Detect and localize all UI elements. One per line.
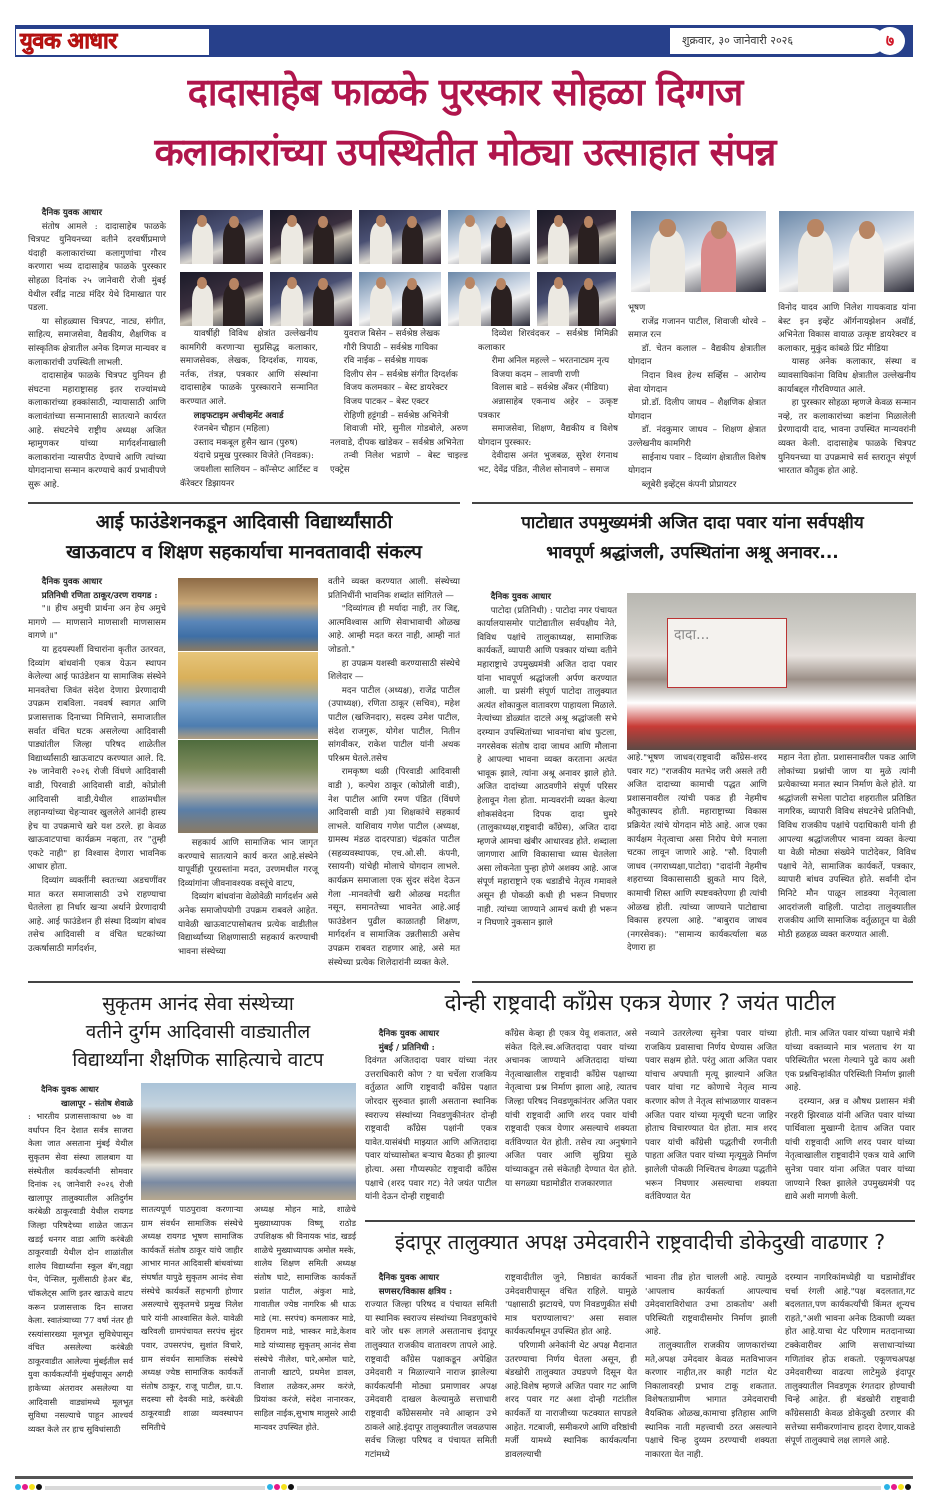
award-winner: प्रो.डॉ. दिलीप जाधव – शैक्षणिक क्षेत्रात योगदान	[628, 398, 766, 422]
aai-col-2	[178, 837, 318, 959]
registration-marks	[15, 1484, 913, 1492]
paragraph: दादासाहेब फाळके चित्रपट युनियन ही संघटना महाराष्ट्रासह इतर राज्यांमध्ये कलाकारांच्या हक्कांसाठी, न्यायासाठी आणि कलावंतांच्या सन्मानासाठी सातत्याने कार्यरत आहे. संघटनेचे राष्ट्रीय अध्यक्ष अजित म्हामुणकर यांच्या मार्गदर्शनाखाली कलाकारांना न्यासपीठ देण्याचे आणि त्यांच्या योगदानाचा सन्मान करण्याचे कार्य प्रभावीपणे सुरू आहे.	[28, 371, 166, 490]
paragraph: या सोहळ्यास चित्रपट, नाट्य, संगीत, साहित्य, समाजसेवा, वैद्यकीय, शैक्षणिक व सांस्कृतिक क्षेत्रातील अनेक दिग्गज मान्यवर व कलाकारांची उपस्थिती लाभली.	[28, 316, 166, 368]
section-divider	[472, 502, 913, 504]
lead-col-3	[330, 328, 468, 478]
paragraph: वतीने व्यक्त करण्यात आली. संस्थेच्या प्रतिनिधींनी भावनिक शब्दांत सांगितले —	[328, 577, 460, 601]
award-winner: समाजसेवा, शिक्षण, वैद्यकीय व विशेष योगदान पुरस्कार:	[478, 424, 618, 448]
award-winner: निदान विश्व हेल्थ सर्व्हिस – आरोग्य सेवा योगदान	[628, 370, 766, 395]
indapur-col-3	[645, 1272, 777, 1462]
school-photo	[178, 740, 318, 833]
aai-headline-line2: खाऊवाटप व शिक्षण सहकार्याचा मानवतावादी संकल्प	[66, 542, 422, 563]
dateline: दैनिक युवक आधार	[41, 208, 103, 218]
page-number: ७	[875, 27, 905, 55]
award-winner: विलास बाडे – सर्वश्रेष्ठ अँकर (मीडिया)	[491, 383, 609, 394]
indapur-headline: इंदापूर तालुक्यात अपक्ष उमेदवारीने राष्ट्रवादीची डोकेदुखी वाढणार ?	[394, 1230, 886, 1254]
award-photo	[359, 272, 441, 326]
tribute-rally-photo	[627, 593, 916, 750]
ncp-headline: दोन्ही राष्ट्रवादी काँग्रेस एकत्र येणार ? जयंत पाटील	[444, 991, 836, 1016]
paragraph: दरम्यान, अन्न व औषध प्रशासन मंत्री नरहरी झिरवाळ यांनी अजित पवार यांच्या पार्थिवाला मुखाग्नी देताच अजित पवार यांची राष्ट्रवादी आणि शरद पवार यांच्या नेतृत्वाखालील राष्ट्रवादीने एकत्र यावे आणि सुनेत्रा पवार यांना अजित पवार यांच्या जाण्याने रिक्त झालेले उपमुख्यमंत्री पद द्यावे अशी मागणी केली.	[785, 1096, 915, 1203]
paragraph: अध्यक्ष मोहन माडे, शाळेचे मुख्याध्यापक विष्णू राठोड उपशिक्षक श्री विनायक भांड, खडई शाळेचे मुख्याध्यापक अमोल मस्के, शालेय शिक्षण समिती अध्यक्ष संतोष घाटे, सामाजिक कार्यकर्ते प्रशांत पाटील, अंकुश माडे, गावातील ज्येष्ठ नागरिक श्री धाऊ माडे (मा. सरपंच) कमलाकर माडे, हिरामण माडे, भास्कर माडे,केशव माडे यांच्यासह सुकृतम् आनंद सेवा संस्थेचे नीलेश, घारे,अमोल घाटे, तानाजी खाटपे, प्रथमेश डावल, विशाल तळेकर,अमर करंजे, प्रियांका करंजे, संदेश नानारकर, साहिल नाईक,सुभाष मालुसरे आदी मान्यवर उपस्थित होते.	[254, 1204, 356, 1432]
award-winner: साईनाथ पवार – दिव्यांग क्षेत्रातील विशेष योगदान	[628, 452, 766, 477]
paragraph: : भारतीय प्रजासत्ताकाचा ७७ वा वर्धापन दिन देशात सर्वत्र साजरा केला जात असताना मुंबई येथील सुकृतम सेवा संस्था लालबाग या संस्थेतील कार्यकर्त्यांनी सोमवार दिनांक २६ जानेवारी २०२६ रोजी खालापूर तालुक्यातील अतिदुर्गम करंबेळी ठाकूरवाडी येथील रायगड जिल्हा परिषदेच्या शाळेत जाऊन खडई धनगर वाडा आणि करंबेळी ठाकूरवाडी येथील दोन शाळांतील शालेय विद्यार्थ्यांना स्कूल बॅग,वह्या पेन, पेन्सिल, मुलींसाठी हेअर बँड, चॉकलेट्स आणि इतर खाऊचे वाटप करून प्रजासत्ताक दिन साजरा केला. स्वातंत्र्याच्या 77 वर्षा नंतर ही रस्त्यांसारख्या मूलभूत सुविधेपासून वंचित असलेल्या करंबेळी ठाकूरवाडीत आलेल्या मुंबईतील सर्व युवा कार्यकर्त्यांनी मुंबईपासून अगदी हाकेच्या अंतरावर असलेल्या या आदिवासी वाड्यांमध्ये मूलभूत सुविधा नसल्याचे पाहून आश्चर्य व्यक्त केले तर हाच सुविधांसाठी	[28, 1111, 133, 1434]
patoda-col-1	[477, 591, 617, 931]
paragraph: विनोद यादव आणि निलेश गायकवाड यांना बेस्ट इन इव्हेंट ऑर्गनायझेशन अवॉर्ड, अभिनेता विकास वायाळ उत्कृष्ट डायरेक्टर व कलाकार, मुकुंद कांबळे प्रिंट मीडिया	[778, 303, 916, 354]
registration-dot	[891, 1484, 897, 1490]
award-winner: डॉ. चेतन कलाल – वैद्यकीय क्षेत्रातील योगदान	[628, 343, 766, 368]
award-photo	[180, 210, 263, 264]
byline: सणसर/विकास क्षत्रिय :	[378, 1286, 453, 1297]
award-photo	[180, 272, 263, 326]
award-winner: ब्लूबेरी इव्हेंट्स कंपनी प्रोप्रायटर	[641, 479, 737, 490]
award-winner: विजया कदम – लावणी राणी	[491, 369, 580, 380]
sukrutam-headline	[28, 990, 368, 1074]
award-winner: गौरी त्रिपाठी – सर्वश्रेष्ठ गायिका	[343, 342, 438, 353]
sukrutam-col-2	[141, 1203, 243, 1434]
registration-dots-right	[884, 1484, 912, 1501]
tribute-banner	[667, 618, 787, 688]
lead-col-5	[628, 302, 766, 492]
registration-dot	[281, 1484, 287, 1490]
paragraph: हा उपक्रम यशस्वी करण्यासाठी संस्थेचे शिलेदार —	[328, 658, 460, 683]
paragraph: यासह अनेक कलाकार, संस्था व व्यावसायिकांना विविध क्षेत्रातील उल्लेखनीय कार्याबद्दल गौरविण्यात आले.	[778, 357, 916, 395]
aai-col-3	[328, 576, 460, 970]
patoda-headline	[472, 508, 913, 568]
banner-text: दादा...	[674, 627, 710, 643]
award-winner: यंदाचे प्रमुख पुरस्कार विजेते (निवडक):	[193, 451, 314, 462]
paragraph: राज्यात जिल्हा परिषद व पंचायत समिती या स्थानिक स्वराज्य संस्थांच्या निवडणुकांचे वारे जोर धरू लागले असतानाच इंदापूर तालुक्यात राजकीय वातावरण तापले आहे. राष्ट्रवादी कॉंग्रेस पक्षाकडून अपेक्षित उमेदवारी न मिळाल्याने नाराज झालेल्या कार्यकर्त्यांनी मोठ्या प्रमाणावर अपक्ष उमेदवारी दाखल केल्यामुळे सत्ताधारी राष्ट्रवादी कॉंग्रेससमोर नवे आव्हान उभे ठाकले आहे.इंदापूर तालुक्यातील जवळपास सर्वच जिल्हा परिषद व पंचायत समिती गटांमध्ये	[365, 1300, 497, 1460]
award-winner: रोहिणी हट्टंगडी – सर्वश्रेष्ठ अभिनेत्री	[343, 410, 449, 421]
award-photo	[270, 210, 352, 264]
award-winner: दिव्येश शिरवंदकर – सर्वश्रेष्ठ मिमिक्री कलाकार	[478, 329, 618, 353]
award-winner: विजय पाटकर – बेस्ट एक्टर	[343, 396, 429, 407]
paragraph: मदन पाटील (अध्यक्ष), राजेंद्र पाटील (उपाध्यक्ष), रणिता ठाकूर (सचिव), महेश पाटील (खजिनदार), सदस्य उमेश पाटील, संदेश राजगुरू, योगेश पाटील, नितीन सांगवीकर, राकेश पाटील यांनी अथक परिश्रम घेतले.तसेच	[328, 685, 460, 764]
registration-dot	[22, 1484, 28, 1490]
school-photo	[178, 578, 318, 651]
indapur-col-2	[505, 1272, 637, 1462]
registration-dot	[15, 1484, 21, 1490]
paragraph: नव्याने उतरलेल्या सुनेत्रा पवार यांच्या राजकिय प्रवासाचा निर्णय घेण्यास अजित पवार सक्षम होते. परंतु आता अजित पवार यांचाच अपघाती मृत्यू झाल्याने अजित पवार यांचा गट कोणाचे नेतृत्व मान्य करणार कोण ते नेतृत्व सांभाळणार यावरून अजित पवार यांच्या मृत्यूची घटना जाहिर होताच विचारण्यात येत होता. मात्र शरद पवार यांची कॉंग्रेसी पद्धतीची रणनीती पाहता अजित पवार यांच्या मृत्यूमुळे निर्माण झालेली पोकळी निश्चितच वेगळ्या पद्धतीने भरून निघणार असल्याचा शक्यता वर्तविण्यात येत	[645, 1029, 777, 1203]
paragraph: सहकार्य आणि सामाजिक भान जागृत करण्याचे सातत्याने कार्य करत आहे.संस्थेने यापूर्वीही पूरग्रस्तांना मदत, उरणमधील गरजू दिव्यांगांना जीवनावश्यक वस्तूंचे वाटप,	[178, 838, 318, 889]
award-winner: जयशीला सालियन – कॉन्सेप्ट आर्टिस्ट व कॅरेक्टर डिझायनर	[180, 464, 318, 489]
registration-dot	[898, 1484, 904, 1490]
award-winner: राजेंद्र गजानन पाटील, शिवाजी थोरवे – समाज रत्न	[628, 316, 766, 341]
paragraph: राष्ट्रवादीतील जुने, निष्ठावंत कार्यकर्ते उमेदवारीपासून वंचित राहिले. यामुळे 'पक्षासाठी झटायचे, पण निवडणुकीत संधी मात्र घराण्यालाच?' असा सवाल कार्यकर्त्यांमधून उपस्थित होत आहे.	[505, 1273, 637, 1338]
byline: प्रतिनिधी रणिता ठाकूर/उरण रायगड :	[41, 590, 158, 601]
award-photo-large	[631, 211, 766, 292]
dateline: दैनिक युवक आधार	[41, 577, 103, 587]
paragraph: हा पुरस्कार सोहळा म्हणजे केवळ सन्मान नव्हे, तर कलाकारांच्या कष्टांना मिळालेली प्रेरणादायी दाद, भावना उपस्थित मान्यवरांनी व्यक्त केली. दादासाहेब फाळके चित्रपट युनियनच्या या उपक्रमाचे सर्व स्तरातून संपूर्ण भारतात कौतुक होत आहे.	[778, 398, 916, 477]
issue-date: शुक्रवार, ३० जानेवारी २०२६	[670, 28, 885, 54]
sukrutam-headline-line1: सुकृतम आनंद सेवा संस्थेच्या	[102, 993, 294, 1015]
paragraph: पाटोदा (प्रतिनिधी) : पाटोदा नगर पंचायत कार्यालयासमोर पाटोद्यातील सर्वपक्षीय नेते, विविध पक्षांचे तालुकाध्यक्ष, सामाजिक कार्यकर्ते, व्यापारी आणि पत्रकार यांच्या वतीने महाराष्ट्राचे उपमुख्यमंत्री अजित दादा पवार यांना भावपूर्ण श्रद्धांजली अर्पण करण्यात आली. या प्रसंगी संपूर्ण पाटोदा तालुक्यात अत्यंत शोकाकुल वातावरण पाहायला मिळाले. नेत्यांच्या डोळ्यांत दाटले अश्रू श्रद्धांजली सभे दरम्यान उपस्थितांच्या भावनांचा बांध फुटला, नगरसेवक संतोष दादा जाधव आणि मौलाना हे आपल्या भावना व्यक्त करताना अत्यंत भावूक झाले, त्यांना अश्रू अनावर झाले होते. अजित दादांच्या आठवणीने संपूर्ण परिसर हेलावून गेला होता. मान्यवरांनी व्यक्त केल्या शोकसंवेदना दिपक दादा घुमरे (तालुकाध्यक्ष,राष्ट्रवादी कॉंग्रेस), अजित दादा म्हणजे आमचा खंबीर आधारवड होते. शब्दाला जागणारा आणि विकासाचा ध्यास घेतलेला असा लोकनेता पुन्हा होणे अशक्य आहे. आज संपूर्ण महाराष्ट्राने एक धडाडीचे नेतृत्व गमावले असून ही पोकळी कधी ही भरून निघणार नाही. त्यांच्या जाण्याने आमचं कधी ही भरून न निघणारे नुकसान झाले	[477, 605, 618, 929]
quote: "दिव्यांगत्व ही मर्यादा नाही, तर जिद्द, आत्मविश्वास आणि सेवाभावाची ओळख आहे. आम्ही मदत करत नाही, आम्ही नातं जोडतो."	[328, 604, 460, 655]
award-winner: डॉ. नंदकुमार जाधव – शिक्षण क्षेत्रात उल्लेखनीय कामगिरी	[628, 425, 766, 449]
paragraph: महान नेता होता. प्रशासनावरील पकड आणि लोकांच्या प्रश्नांची जाण या मुळे त्यांनी प्रत्येकाच्या मनात स्थान निर्माण केले होते. या श्रद्धांजली सभेला पाटोदा शहरातील प्रतिष्ठित नागरिक, व्यापारी विविध संघटनेचे प्रतिनिधी, विविध राजकीय पक्षांचे पदाधिकारी यांनी ही आपल्या श्रद्धांजलीपर भावना व्यक्त केल्या या वेळी मोठ्या संख्येने पाटोदेकर, विविध पक्षाचे नेते, सामाजिक कार्यकर्ते, पत्रकार, व्यापारी बांधव उपस्थित होते. सर्वांनी दोन मिनिटे मौन पाळून लाडक्या नेतृत्वाला आदरांजली वाहिली. पाटोदा तालुक्यातील राजकीय आणि सामाजिक वर्तुळातून या वेळी मोठी हळहळ व्यक्त करण्यात आली.	[778, 753, 916, 940]
award-winner: शिवाजी मोरे, सुनील गोडबोले, अरुण नलवाडे, दीपक खांडेकर – सर्वश्रेष्ठ अभिनेता	[330, 424, 468, 448]
lead-headline-line2: कलाकारांच्या उपस्थितीत मोठ्या उत्साहात संपन्न	[154, 130, 776, 174]
paragraph: सातत्यपूर्ण पाठपुरावा करणाऱ्या ग्राम संवर्धन सामाजिक संस्थेचे अध्यक्ष रायगड भूषण सामाजिक कार्यकर्ते संतोष ठाकूर यांचे जाहीर आभार मानत आदिवासी बांधवांच्या संघर्षात यापुढे सुकृतम आनंद सेवा संस्थेचे कार्यकर्ते सहभागी होणार असल्याचे सुकृतमचे प्रमुख निलेश घारे यांनी आश्वासित केले. यावेळी खरिवली ग्रामपंचायत सरपंच सुंदर पवार, उपसरपंच, सुशांत विचारे, ग्राम संवर्धन सामाजिक संस्थेचे अध्यक्ष ज्येष्ठ सामाजिक कार्यकर्ते संतोष ठाकूर, राजू पाटील, ग्रा.प. सदस्या सौ देवकी माडे, करंबेळी ठाकूरवाडी शाळा व्यवस्थापन समितीचे	[141, 1204, 243, 1432]
section-divider	[365, 1220, 915, 1222]
award-photo	[448, 272, 530, 326]
aai-headline-line1: आई फाउंडेशनकडून आदिवासी विद्यार्थ्यांसाठी	[95, 512, 393, 533]
sukrutam-headline-line2: वतीने दुर्गम आदिवासी वाड्यातील	[85, 1021, 311, 1043]
registration-dot	[29, 1484, 35, 1490]
aai-headline	[28, 508, 460, 568]
sukrutam-headline-line3: विद्यार्थ्यांना शैक्षणिक साहित्याचे वाटप	[72, 1049, 324, 1071]
registration-dot	[274, 1484, 280, 1490]
newspaper-logo	[15, 28, 210, 56]
patoda-headline-line2: भावपूर्ण श्रद्धांजली, उपस्थितांना अश्रू अनावर...	[546, 543, 839, 563]
section-divider	[28, 981, 460, 983]
award-photo	[359, 210, 441, 264]
registration-dot	[36, 1484, 42, 1490]
indapur-col-1	[365, 1272, 497, 1462]
ncp-col-1	[365, 1028, 497, 1205]
masthead	[15, 25, 913, 57]
award-winner: रंजनबेन चौहान (महिला)	[193, 424, 270, 435]
patoda-col-2	[627, 752, 767, 956]
lead-col-1	[28, 207, 166, 492]
registration-dots-left	[15, 1484, 43, 1501]
byline: खालापूर - संतोष शेवाळे	[61, 1097, 133, 1108]
dateline: दैनिक युवक आधार	[490, 592, 552, 602]
logo-text: युवक आधार	[20, 29, 117, 54]
award-winner: देवीदास अनंत भुजबळ, सुरेश रंगनाथ भट, देवेंद्र पंडित, नीलेश सोनावणे – समाज	[478, 451, 618, 475]
section-divider	[472, 981, 913, 983]
dateline: दैनिक युवक आधार	[378, 1273, 440, 1283]
paragraph: दरम्यान नागरिकांमध्येही या घडामोडींवर चर्चा रंगली आहे."पक्ष बदलतात,गट बदलतात,पण कार्यकर्त्यांची किंमत शून्यच राहते,"अशी भावना अनेक ठिकाणी व्यक्त होत आहे.याचा थेट परिणाम मतदानाच्या टक्केवारीवर आणि सत्ताधाऱ्यांच्या गणितांवर होऊ शकतो. एकूणचअपक्ष उमेदवारीच्या वाढत्या लाटेमुळे इंदापूर तालुक्यातील निवडणूक रंगतदार होण्याची चिन्हे आहेत. ही बंडखोरी राष्ट्रवादी कॉंग्रेससाठी केवळ डोकेदुखी ठरणार की सत्तेच्या समीकरणांनाच हादरा देणार,याकडे संपूर्ण तालुक्याचे लक्ष लागले आहे.	[785, 1273, 915, 1447]
lead-col-4	[478, 328, 618, 478]
paragraph: संतोष आमले : दादासाहेब फाळके चित्रपट युनियनच्या वतीने दरवर्षीप्रमाणे यंदाही कलाकारांच्या कलागुणांचा गौरव करणारा भव्य दादासाहेब फाळके पुरस्कार सोहळा दिनांक २५ जानेवारी रोजी मुंबई येथील रवींद्र नाट्य मंदिर येथे दिमाखात पार पडला.	[28, 221, 166, 314]
sukrutam-col-3	[254, 1203, 356, 1434]
paragraph: आहे."भूषण जाधव(राष्ट्रवादी कॉंग्रेस-शरद पवार गट) "राजकीय मतभेद जरी असले तरी अजित दादाच्या कामाची पद्धत आणि प्रशासनावरील त्यांची पकड ही नेहमीच कौतुकास्पद होती. महाराष्ट्राच्या विकास प्रक्रियेत त्यांचे योगदान मोठे आहे. आज एका कार्यक्षम नेतृत्वाचा असा निरोप घेणे मनाला चटका लावून जाणारे आहे. "सौ. दिपाली जाधव (नगराध्यक्षा,पाटोदा) "दादांनी नेहमीच शहराच्या विकासासाठी झुकते माप दिले, कामाची शिस्त आणि स्पष्टवक्तेपणा ही त्यांची ओळख होती. त्यांच्या जाण्याने पाटोद्याचा विकास हरपला आहे. "बाबुराव जाधव (नगरसेवक): "सामान्य कार्यकर्त्याला बळ देणारा हा	[627, 753, 767, 954]
award-category: लाइफटाइम अचीव्हमेंट अवार्ड	[193, 410, 284, 421]
paragraph: या हृदयस्पर्शी विचारांना कृतीत उतरवत, दिव्यांग बांधवांनी एकत्र येऊन स्थापन केलेल्या आई फाउंडेशन या सामाजिक संस्थेने मानवतेचा जिवंत संदेश देणारा प्रेरणादायी उपक्रम राबविला. नववर्ष स्वागत आणि प्रजासत्ताक दिनाच्या निमित्ताने, समाजातील सर्वात वंचित घटक असलेल्या आदिवासी पाड्यांतील जिल्हा परिषद शाळेतील विद्यार्थ्यांसाठी खाऊवाटप करण्यात आले. दि. २७ जानेवारी २०२६ रोजी विंधणे आदिवासी वाडी, पिरवाडी आदिवासी वाडी, कोप्रोली आदिवासी वाडी,येथील शाळांमधील लहानग्यांच्या चेहऱ्यावर खुललेले आनंदी हास्य हेच या उपक्रमाचे खरे यश ठरले. हा केवळ खाऊवाटपाचा कार्यक्रम नव्हता, तर "तुम्ही एकटे नाही" हा विश्वास देणारा भावनिक आधार होता.	[28, 644, 166, 873]
registration-dot	[884, 1484, 890, 1490]
registration-dots-center	[267, 1484, 295, 1501]
footer-rule	[15, 1476, 913, 1479]
paragraph: यावर्षीही विविध क्षेत्रांत उल्लेखनीय कामगिरी करणाऱ्या सुप्रसिद्ध कलाकार, समाजसेवक, लेखक, दिग्दर्शक, गायक, नर्तक, तंत्रज्ञ, पत्रकार आणि संस्थांना दादासाहेब फाळके पुरस्काराने सन्मानित करण्यात आले.	[180, 329, 318, 407]
award-winner: उस्ताद मकबूल हुसैन खान (पुरुष)	[193, 437, 298, 448]
indapur-col-4	[785, 1272, 915, 1449]
paragraph: तालुक्यातील राजकीय जाणकारांच्या मते,अपक्ष उमेदवार केवळ मतविभाजन करणार नाहीत,तर काही गटांत थेट निकालावरही प्रभाव टाकू शकतात. विशेषतःग्रामीण भागात उमेदवाराची वैयक्तिक ओळख,कामाचा इतिहास आणि स्थानिक नाती महत्त्वाची ठरत असल्याने पक्षाचे चिन्ह दुय्यम ठरण्याची शक्यता नाकारता येत नाही.	[645, 1340, 777, 1460]
paragraph: परिणामी अनेकांनी थेट अपक्ष मैदानात उतरण्याचा निर्णय घेतला असून, ही बंडखोरी तालुक्यात उघडपणे दिसून येत आहे.विशेष म्हणजे अजित पवार गट आणि शरद पवार गट अशा दोन्ही गटांतील कार्यकर्ते या नाराजीच्या फटक्यात सापडले आहेत. गटबाजी, समीकरणे आणि वरिष्ठांची मर्जी यामध्ये स्थानिक कार्यकर्त्यांना डावलल्याची	[505, 1340, 637, 1460]
school-photo	[178, 652, 318, 739]
award-winner: रवि नाईक – सर्वश्रेष्ठ गायक	[343, 356, 428, 367]
dateline: दैनिक युवक आधार	[378, 1029, 440, 1039]
ncp-col-4	[785, 1028, 915, 1205]
ncp-col-3	[645, 1028, 777, 1205]
paragraph: रामकृष्ण थळी (पिरवाडी आदिवासी वाडी ), कल्पेश ठाकूर (कोप्रोली वाडी), नेश पाटील आणि रमण पंडित (विंधणे आदिवासी वाडी )या शिक्षकांचे सहकार्य लाभले. याशिवाय गणेश पाटील (अध्यक्ष, ग्रामस्थ मंडळ दादरपाडा) चंद्रकांत पाटील (सहव्यवस्थापक, एच.ओ.सी. कंपनी, रसायनी) यांचेही मोलाचे योगदान लाभले. कार्यक्रम समाजाला एक सुंदर संदेश देऊन गेला -मानवतेची खरी ओळख मदतीत नसून, समानतेच्या भावनेत आहे.आई फाउंडेशन पुढील काळातही शिक्षण, मार्गदर्शन व सामाजिक उन्नतीसाठी असेच उपक्रम राबवत राहणार आहे, असे मत संस्थेच्या प्रत्येक शिलेदारांनी व्यक्त केले.	[328, 767, 460, 968]
award-photo	[270, 272, 352, 326]
paragraph: भावना तीव्र होत चालली आहे. त्यामुळे 'आपलाच कार्यकर्ता आपल्याच उमेदवाराविरोधात उभा ठाकतोय' अशी परिस्थिती राष्ट्रवादीसमोर निर्माण झाली आहे.	[645, 1273, 777, 1338]
lead-col-2	[180, 328, 318, 491]
section-divider	[28, 502, 460, 504]
award-photo	[537, 210, 616, 264]
award-winner: भूषण	[628, 303, 646, 313]
sukrutam-col-1	[28, 1083, 133, 1436]
village-distribution-photo	[141, 1083, 356, 1200]
patoda-headline-line1: पाटोद्यात उपमुख्यमंत्री अजित दादा पवार यांना सर्वपक्षीय	[521, 513, 864, 533]
award-photo	[537, 272, 616, 326]
award-winner: रीमा अनिल महल्ले – भरतनाट्यम नृत्य	[491, 356, 610, 367]
award-photo-large	[779, 211, 914, 292]
paragraph: कॉंग्रेस केव्हा ही एकत्र येवू शकतात, असे संकेत दिले.स्व.अजितदादा पवार यांच्या अचानक जाण्याने अजितदादा यांच्या नेतृत्वाखालील राष्ट्रवादी कॉंग्रेस पक्षाच्या नेतृत्वाचा प्रश्न निर्माण झाला आहे, त्यातच जिल्हा परिषद निवडणूकांनंतर अजित पवार यांची राष्ट्रवादी आणि शरद पवार यांची राष्ट्रवादी एकत्र येणार असल्याचे शक्यता वर्तविण्यात येत होती. तसेच त्या अनुषंगाने अजित पवार आणि सुप्रिया सुळे यांच्याकडून तसे संकेतही देण्यात येत होते. या सगळ्या घडामोडीत राजकारणात	[505, 1029, 637, 1189]
lead-headline	[15, 62, 915, 182]
ncp-col-2	[505, 1028, 637, 1191]
registration-dot	[267, 1484, 273, 1490]
award-photo	[448, 210, 530, 264]
dateline: दैनिक युवक आधार	[41, 1084, 99, 1094]
award-winner: विजय कलमकार – बेस्ट डायरेक्टर	[343, 383, 448, 394]
patoda-col-3	[778, 752, 916, 942]
award-winner: दिलीप सेन – सर्वश्रेष्ठ संगीत दिग्दर्शक	[343, 369, 458, 380]
registration-dot	[905, 1484, 911, 1490]
paragraph: दिव्यांग व्यक्तींनी स्वतःच्या अडचणींवर मात करत समाजासाठी उभे राहण्याचा घेतलेला हा निर्धार खऱ्या अर्थाने प्रेरणादायी आहे. आई फाउंडेशन ही संस्था दिव्यांग बांधव तसेच आदिवासी व वंचित घटकांच्या उत्कर्षासाठी मार्गदर्शन,	[28, 876, 166, 955]
lead-col-6	[778, 302, 916, 479]
paragraph: दिव्यांग बांधवांना वेळोवेळी मार्गदर्शन असे अनेक समाजोपयोगी उपक्रम राबवले आहेत. यावेळी खाऊवाटपासोबतच प्रत्येक वाडीतील विद्यार्थ्यांच्या शिक्षणासाठी सहकार्य करण्याची भावना संस्थेच्या	[178, 892, 318, 957]
lead-headline-line1: दादासाहेब फाळके पुरस्कार सोहळा दिग्गज	[187, 70, 743, 114]
registration-dot	[288, 1484, 294, 1490]
paragraph: "॥ हीच अमुची प्रार्थना अन हेच अमुचे मागणे — माणसाने माणसाशी माणसासम वागणे ॥"	[28, 604, 166, 642]
award-winner: तन्वी निलेश भडाणे – बेस्ट चाइल्ड एक्ट्रेस	[330, 451, 468, 475]
award-winner: युवराज बिसेन – सर्वश्रेष्ठ लेखक	[343, 329, 440, 339]
award-winner: अन्नासाहेब एकनाथ अहेर – उत्कृष्ट पत्रकार	[478, 396, 618, 421]
byline: मुंबई / प्रतिनिधी :	[378, 1042, 435, 1053]
paragraph: दिवंगत अजितदादा पवार यांच्या नंतर उत्तराधिकारी कोण ? या चर्चेला राजकिय वर्तुळात आणि राष्ट्रवादी कॉंग्रेस पक्षात जोरदार सुरुवात झाली असताना स्थानिक स्वराज्य संस्थांच्या निवडणुकीनंतर दोन्ही राष्ट्रवादी कॉंग्रेस पक्षांनी एकत्र यावेत.यासंबंधी माझ्यात आणि अजितदादा पवार यांच्यासोबत बऱ्याच बैठका ही झाल्या होत्या. असा गौप्यस्फोट राष्ट्रवादी कॉंग्रेस पक्षाचे (शरद पवार गट) नेते जयंत पाटील यांनी देऊन दोन्ही राष्ट्रवादी	[365, 1056, 497, 1203]
paragraph: होती. मात्र अजित पवार यांच्या पक्षाचे मंत्री यांच्या वक्तव्याने मात्र भलताच रंग या परिस्थितीत भरला गेल्याने पुढे काय अशी एक प्रश्नचिन्हांकीत परिस्थिती निर्माण झाली आहे.	[785, 1029, 915, 1094]
aai-col-1	[28, 576, 166, 957]
